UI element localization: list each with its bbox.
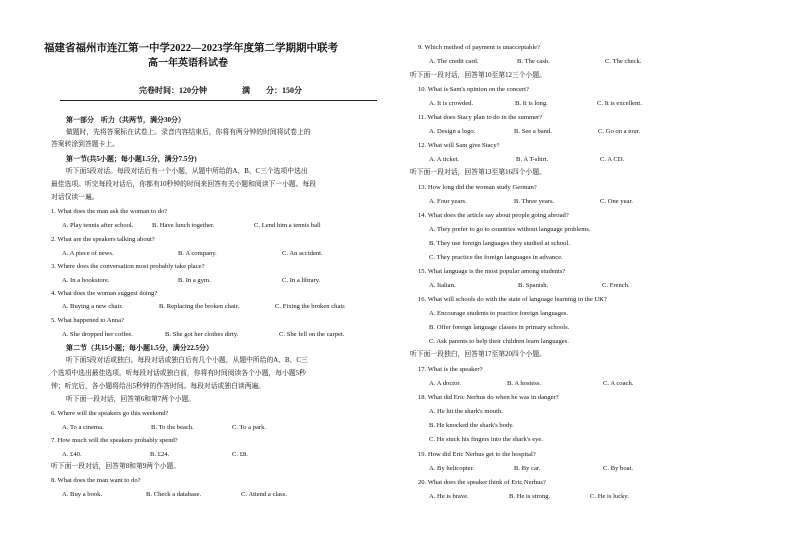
option-c[interactable]: C. To a park. bbox=[232, 424, 267, 431]
option-c[interactable]: C. A coach. bbox=[603, 380, 634, 387]
option-a[interactable]: A. Design a logo. bbox=[429, 128, 476, 135]
option-a[interactable]: A. Buying a new chair. bbox=[62, 303, 123, 310]
option-a[interactable]: A. They prefer to go to countries without language problems. bbox=[429, 226, 591, 233]
section1-intro-line: 听下面5段对话。每段对话后有一个小题，从题中所给的A、B、C三个选项中选出 bbox=[66, 168, 308, 175]
option-b[interactable]: B. A hostess. bbox=[507, 380, 542, 387]
section2-intro-line: 钟；听完后，各小题将给出5秒钟的作答时间。每段对话或独白读两遍。 bbox=[51, 383, 266, 390]
option-c[interactable]: C. Fixing the broken chair. bbox=[275, 303, 346, 310]
option-b[interactable]: B. To the beach. bbox=[151, 424, 194, 431]
question-stem: 2. What are the speakers talking about? bbox=[51, 236, 155, 243]
question-stem: 16. What will schools do with the state of language learning in the UK? bbox=[418, 296, 607, 303]
section1-intro-line: 对话仅读一遍。 bbox=[51, 194, 99, 201]
section2-intro-line: 听下面5段对话或独白。每段对话或独白后有几个小题，从题中所给的A、B、C三 bbox=[66, 357, 308, 364]
option-b[interactable]: B. Replacing the broken chair. bbox=[159, 303, 240, 310]
header-divider bbox=[60, 100, 377, 101]
option-b[interactable]: B. Three years. bbox=[514, 198, 555, 205]
question-stem: 6. Where will the speakers go this weekend? bbox=[51, 410, 169, 417]
option-c[interactable]: C. An accident. bbox=[282, 250, 323, 257]
option-c[interactable]: C. She fell on the carpet. bbox=[279, 331, 345, 338]
option-b[interactable]: B. She got her clothes dirty. bbox=[165, 331, 239, 338]
option-a[interactable]: A. He hit the shark's mouth. bbox=[429, 408, 503, 415]
option-c[interactable]: C. By boat. bbox=[603, 465, 634, 472]
question-stem: 13. How long did the woman study German? bbox=[418, 184, 537, 191]
option-c[interactable]: C. They practice the foreign languages in advance. bbox=[429, 254, 563, 261]
listening-instruction: 听下面一段对话，回答第6和第7两个小题。 bbox=[66, 396, 196, 403]
option-a[interactable]: A. £40. bbox=[62, 451, 82, 458]
section2-heading: 第二节（共15小题；每小题1.5分，满分22.5分） bbox=[66, 344, 213, 352]
option-b[interactable]: B. Have lunch together. bbox=[152, 222, 215, 229]
part1-intro-line: 做题时，先将答案标在试卷上。录音内容结束后，你将有两分钟的时间将试卷上的 bbox=[66, 129, 311, 136]
option-b[interactable]: B. It is long. bbox=[515, 100, 548, 107]
option-a[interactable]: A. By helicopter. bbox=[429, 465, 475, 472]
option-b[interactable]: B. Offer foreign language classes in primary schools. bbox=[429, 324, 570, 331]
exam-score: 满 分：150分 bbox=[242, 86, 302, 95]
option-c[interactable]: C. In a library. bbox=[282, 277, 321, 284]
option-b[interactable]: B. By car. bbox=[514, 465, 541, 472]
option-a[interactable]: A. She dropped her coffee. bbox=[62, 331, 133, 338]
part1-intro-line: 答案转涂到答题卡上。 bbox=[51, 141, 119, 148]
question-stem: 14. What does the article say about people going abroad? bbox=[418, 212, 569, 219]
question-stem: 15. What language is the most popular among students? bbox=[418, 268, 566, 275]
option-b[interactable]: B. £24. bbox=[150, 451, 170, 458]
option-c[interactable]: C. One year. bbox=[600, 198, 633, 205]
question-stem: 20. What does the speaker think of Eric Nerhus? bbox=[418, 479, 546, 486]
section2-intro-line: 个选项中选出最佳选项。听每段对话或独白前，你将有时间阅读各个小题，每小题5秒 bbox=[51, 370, 306, 377]
option-c[interactable]: C. The check. bbox=[605, 58, 642, 65]
option-a[interactable]: A. He is brave. bbox=[429, 493, 469, 500]
listening-instruction: 听下面一段对话，回答第10至第12三个小题。 bbox=[410, 72, 546, 79]
question-stem: 10. What is Sam's opinion on the concert? bbox=[418, 86, 529, 93]
option-a[interactable]: A. Four years. bbox=[429, 198, 467, 205]
option-c[interactable]: C. He is lucky. bbox=[590, 493, 629, 500]
section1-intro-line: 最佳选项。听完每段对话后，你都有10秒钟的时间来回答有关小题和阅读下一小题。每段 bbox=[51, 181, 317, 188]
section1-heading: 第一节(共5小题；每小题1.5分，满分7.5分) bbox=[66, 155, 197, 163]
option-a[interactable]: A. A doctor. bbox=[429, 380, 461, 387]
option-c[interactable]: C. Go on a tour. bbox=[598, 128, 641, 135]
listening-instruction: 听下面一段对话，回答第13至第16四个小题。 bbox=[410, 169, 546, 176]
option-a[interactable]: A. Buy a book. bbox=[62, 491, 103, 498]
option-c[interactable]: C. French. bbox=[602, 282, 630, 289]
question-stem: 18. What did Eric Nerhus do when he was in danger? bbox=[418, 394, 559, 401]
question-stem: 9. Which method of payment is unacceptable? bbox=[418, 44, 541, 51]
option-a[interactable]: A. A ticket. bbox=[429, 156, 460, 163]
option-b[interactable]: B. Check a database. bbox=[146, 491, 202, 498]
option-c[interactable]: C. Attend a class. bbox=[241, 491, 287, 498]
exam-subtitle: 高一年英语科试卷 bbox=[148, 58, 228, 69]
option-a[interactable]: A. Italian. bbox=[429, 282, 456, 289]
option-c[interactable]: C. It is excellent. bbox=[597, 100, 642, 107]
option-b[interactable]: B. A T-shirt. bbox=[516, 156, 549, 163]
option-c[interactable]: C. A CD. bbox=[600, 156, 625, 163]
option-a[interactable]: A. Encourage students to practice foreign languages. bbox=[429, 310, 569, 317]
question-stem: 19. How did Eric Nerhus get to the hospital? bbox=[418, 451, 536, 458]
question-stem: 8. What does the man want to do? bbox=[51, 477, 141, 484]
option-c[interactable]: C. Ask parents to help their children learn languages. bbox=[429, 338, 569, 345]
option-b[interactable]: B. He is strong. bbox=[509, 493, 551, 500]
option-a[interactable]: A. A piece of news. bbox=[62, 250, 114, 257]
option-a[interactable]: A. In a bookstore. bbox=[62, 277, 110, 284]
question-stem: 5. What happened to Anna? bbox=[51, 317, 124, 324]
listening-instruction: 听下面一段对话，回答第8和第9两个小题。 bbox=[51, 463, 181, 470]
option-b[interactable]: B. He knocked the shark's body. bbox=[429, 422, 514, 429]
question-stem: 12. What will Sam give Stacy? bbox=[418, 142, 500, 149]
option-a[interactable]: A. Play tennis after school. bbox=[62, 222, 134, 229]
option-a[interactable]: A. The credit card. bbox=[429, 58, 479, 65]
listening-instruction: 听下面一段独白，回答第17至第20四个小题。 bbox=[410, 351, 546, 358]
question-stem: 7. How much will the speakers probably spend? bbox=[51, 437, 178, 444]
option-b[interactable]: B. The cash. bbox=[517, 58, 550, 65]
exam-title: 福建省福州市连江第一中学2022—2023学年度第二学期期中联考 bbox=[44, 43, 338, 54]
option-c[interactable]: C. He stuck his fingers into the shark's eye. bbox=[429, 436, 543, 443]
option-c[interactable]: C. £8. bbox=[232, 451, 248, 458]
option-a[interactable]: A. It is crowded. bbox=[429, 100, 474, 107]
option-b[interactable]: B. See a band. bbox=[514, 128, 552, 135]
question-stem: 11. What does Stacy plan to do in the summer? bbox=[418, 114, 543, 121]
exam-time: 完卷时间：120分钟 bbox=[139, 86, 207, 95]
option-a[interactable]: A. To a cinema. bbox=[62, 424, 104, 431]
option-b[interactable]: B. In a gym. bbox=[178, 277, 211, 284]
question-stem: 3. Where does the conversation most probably take place? bbox=[51, 263, 205, 270]
part1-heading: 第一部分 听力（共两节，满分30分） bbox=[66, 116, 185, 124]
question-stem: 1. What does the man ask the woman to do? bbox=[51, 208, 168, 215]
option-b[interactable]: B. A company. bbox=[178, 250, 217, 257]
option-b[interactable]: B. They use foreign languages they studied at school. bbox=[429, 240, 570, 247]
option-b[interactable]: B. Spanish. bbox=[518, 282, 549, 289]
option-c[interactable]: C. Lend him a tennis ball bbox=[254, 222, 321, 229]
question-stem: 4. What does the woman suggest doing? bbox=[51, 290, 158, 297]
question-stem: 17. What is the speaker? bbox=[418, 366, 483, 373]
